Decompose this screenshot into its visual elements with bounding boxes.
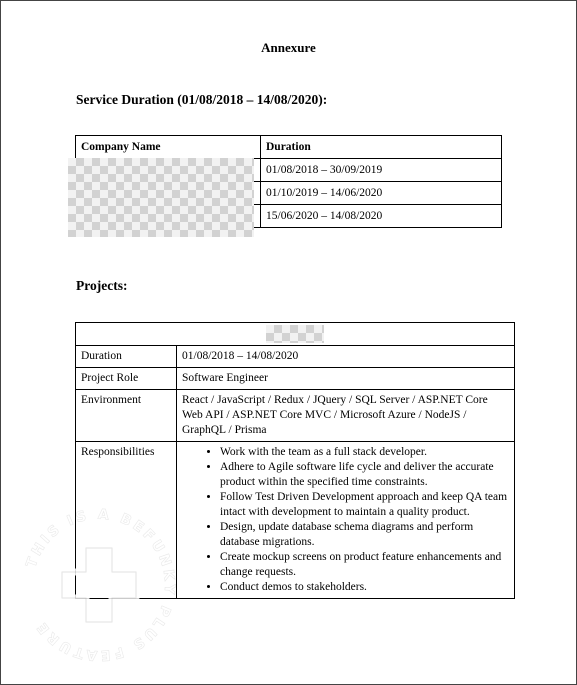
project-name-row bbox=[76, 323, 515, 346]
plus-badge-icon bbox=[14, 500, 184, 670]
service-duration-heading: Service Duration (01/08/2018 – 14/08/2020): bbox=[76, 92, 328, 107]
list-item: • Conduct demos to stakeholders. bbox=[220, 580, 509, 595]
duration-cell: 01/08/2018 – 30/09/2019 bbox=[261, 159, 502, 182]
row-value: React / JavaScript / Redux / JQuery / SQL Server / ASP.NET Core Web API / ASP.NET Core MVC / Microsoft Azure / NodeJS / GraphQL / Prisma bbox=[177, 390, 515, 442]
row-label: Environment bbox=[76, 390, 177, 442]
list-item: • Design, update database schema diagrams and perform database migrations. bbox=[220, 520, 509, 550]
company-name-header: Company Name bbox=[76, 136, 261, 159]
redacted-company-names bbox=[68, 158, 254, 237]
row-value: Software Engineer bbox=[177, 368, 515, 390]
responsibilities-list bbox=[182, 445, 509, 595]
company-table-header-row bbox=[76, 136, 502, 159]
table-row bbox=[76, 368, 515, 390]
row-label: Responsibilities bbox=[76, 442, 177, 599]
document-title: Annexure bbox=[261, 40, 316, 55]
row-label: Duration bbox=[76, 346, 177, 368]
table-row bbox=[76, 390, 515, 442]
watermark-text: THIS IS A BEFUNKY PLUS FEATURE bbox=[23, 506, 178, 664]
watermark-badge bbox=[14, 500, 184, 670]
row-label: Project Role bbox=[76, 368, 177, 390]
responsibilities-cell bbox=[177, 442, 515, 599]
project-name-cell bbox=[76, 323, 515, 346]
table-row bbox=[76, 346, 515, 368]
projects-heading: Projects: bbox=[76, 278, 128, 293]
row-value: 01/08/2018 – 14/08/2020 bbox=[177, 346, 515, 368]
duration-header: Duration bbox=[261, 136, 502, 159]
list-item: • Work with the team as a full stack developer. bbox=[220, 445, 509, 460]
list-item: • Adhere to Agile software life cycle and deliver the accurate product within the specified time constraints. bbox=[220, 460, 509, 490]
list-item: • Follow Test Driven Development approach and keep QA team intact with development to maintain a quality product. bbox=[220, 490, 509, 520]
redacted-project-name bbox=[266, 325, 324, 343]
duration-cell: 15/06/2020 – 14/08/2020 bbox=[261, 205, 502, 228]
duration-cell: 01/10/2019 – 14/06/2020 bbox=[261, 182, 502, 205]
svg-text:THIS IS A BEFUNKY PLUS FEATURE bbox=[23, 507, 177, 664]
list-item: • Create mockup screens on product feature enhancements and change requests. bbox=[220, 550, 509, 580]
